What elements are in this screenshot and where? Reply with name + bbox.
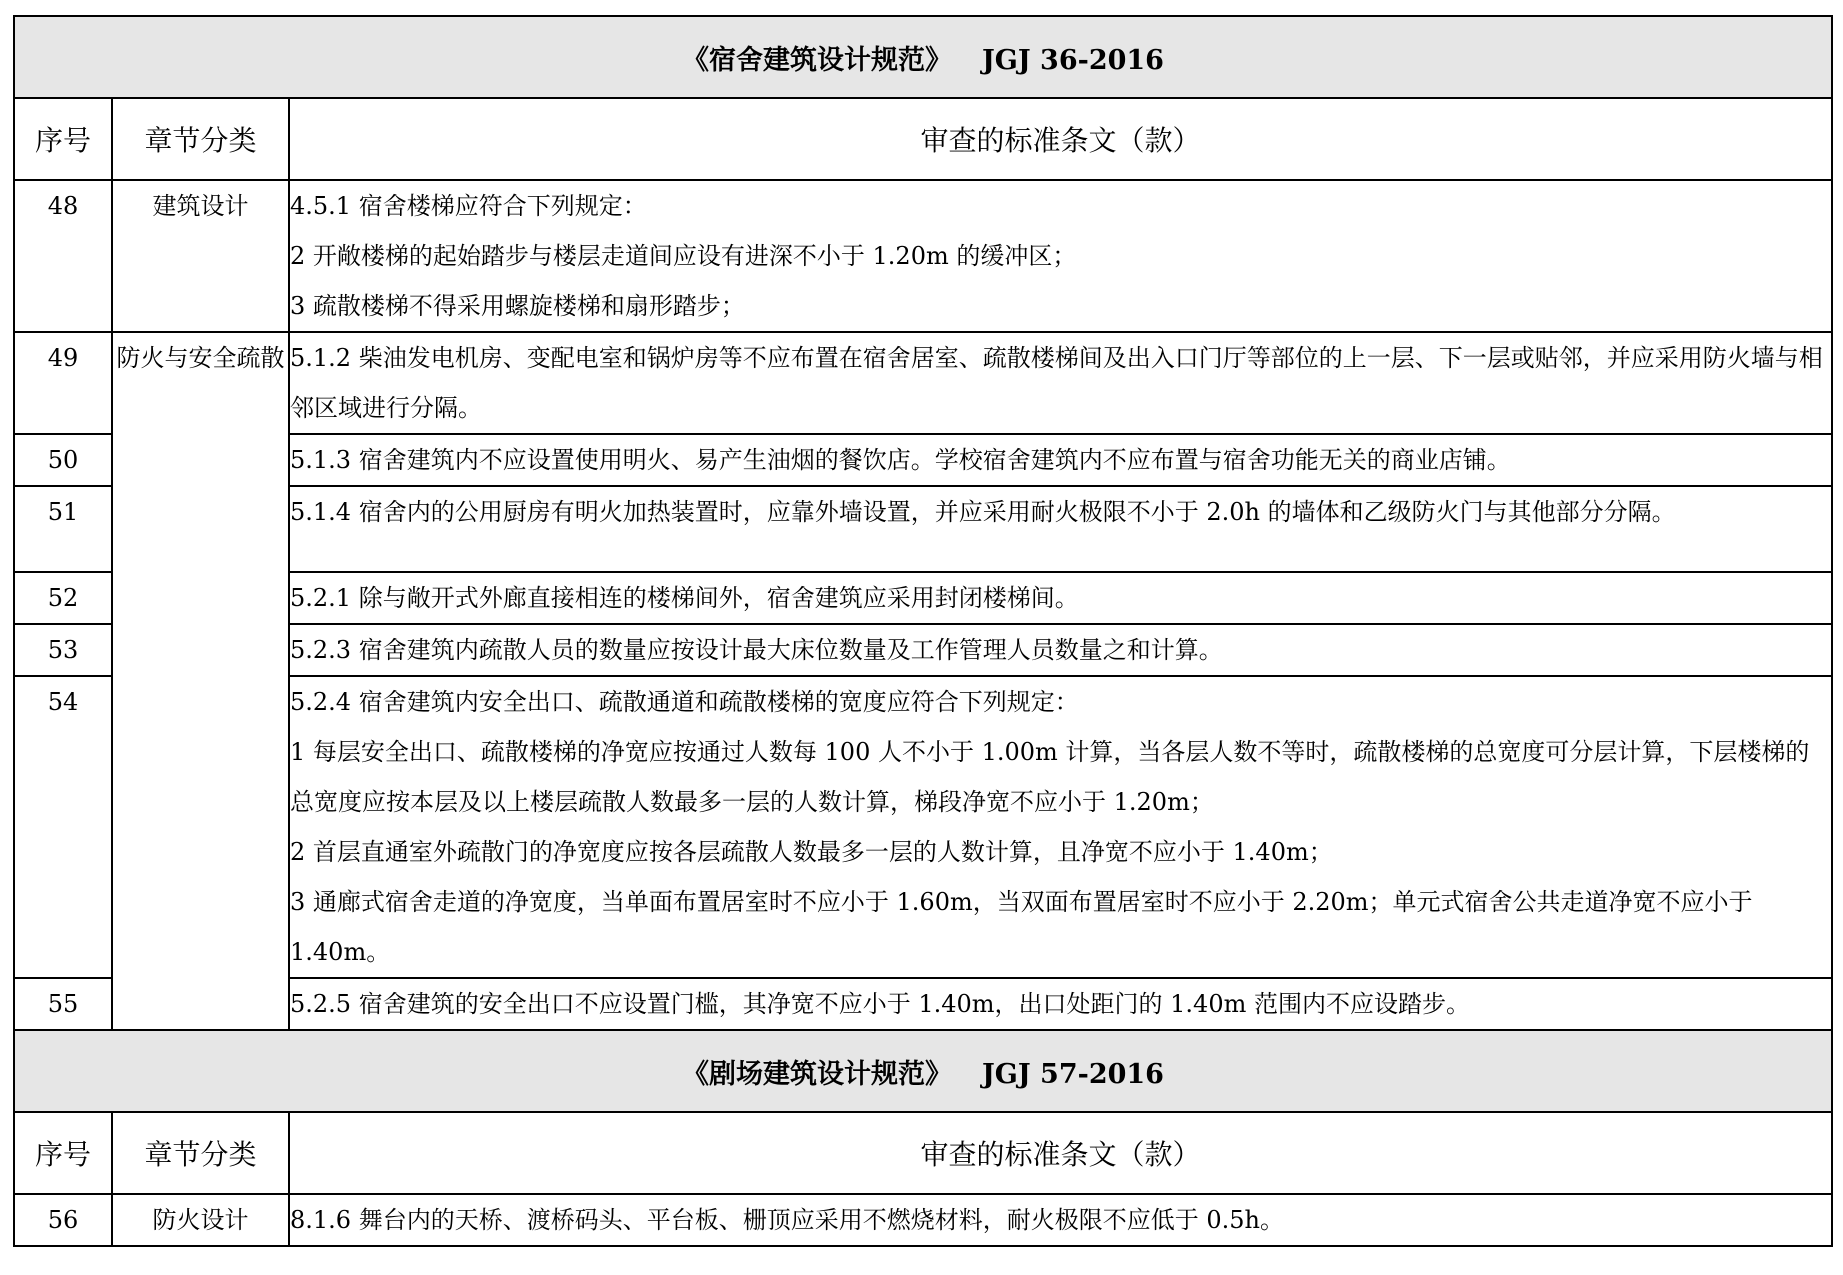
- row-text: [289, 486, 1832, 572]
- row-number: 54: [14, 676, 112, 978]
- row-category: 建筑设计: [112, 180, 289, 332]
- clause-line: 5.2.3 宿舍建筑内疏散人员的数量应按设计最大床位数量及工作管理人员数量之和计算。: [290, 636, 1223, 664]
- clause-line: 5.2.1 除与敞开式外廊直接相连的楼梯间外，宿舍建筑应采用封闭楼梯间。: [290, 584, 1079, 612]
- row-number: 48: [14, 180, 112, 332]
- clause-line: 3 通廊式宿舍走道的净宽度，当单面布置居室时不应小于 1.60m，当双面布置居室时不应小于 2.20m；单元式宿舍公共走道净宽不应小于 1.40m。: [290, 888, 1753, 966]
- section-title-book: 《剧场建筑设计规范》: [682, 1058, 953, 1090]
- row-number: 56: [14, 1194, 112, 1246]
- row-category: 防火与安全疏散: [112, 332, 289, 1030]
- clause-line: 5.1.3 宿舍建筑内不应设置使用明火、易产生油烟的餐饮店。学校宿舍建筑内不应布置与宿舍功能无关的商业店铺。: [290, 446, 1511, 474]
- row-text: [289, 978, 1832, 1030]
- section-title: [14, 1030, 1832, 1112]
- clause-line: 8.1.6 舞台内的天桥、渡桥码头、平台板、栅顶应采用不燃烧材料，耐火极限不应低于 0.5h。: [290, 1206, 1284, 1234]
- row-text: [289, 676, 1832, 978]
- header-text: 审查的标准条文（款）: [289, 1112, 1832, 1194]
- section-title-book: 《宿舍建筑设计规范》: [682, 44, 953, 76]
- section-title-code: JGJ 36-2016: [982, 44, 1164, 76]
- header-no: 序号: [14, 98, 112, 180]
- section-title-code: JGJ 57-2016: [982, 1058, 1164, 1090]
- header-category: 章节分类: [112, 98, 289, 180]
- section-title-row: [14, 16, 1832, 98]
- header-text: 审查的标准条文（款）: [289, 98, 1832, 180]
- table-row: [14, 180, 1832, 332]
- clause-line: 5.2.4 宿舍建筑内安全出口、疏散通道和疏散楼梯的宽度应符合下列规定：: [290, 688, 1079, 716]
- header-row: [14, 1112, 1832, 1194]
- clause-line: 4.5.1 宿舍楼梯应符合下列规定：: [290, 192, 647, 220]
- header-no: 序号: [14, 1112, 112, 1194]
- row-text: [289, 1194, 1832, 1246]
- clause-line: 3 疏散楼梯不得采用螺旋楼梯和扇形踏步；: [290, 292, 745, 320]
- clause-line: 2 首层直通室外疏散门的净宽度应按各层疏散人数最多一层的人数计算，且净宽不应小于 1.40m；: [290, 838, 1333, 866]
- section-title: [14, 16, 1832, 98]
- clause-line: 5.1.2 柴油发电机房、变配电室和锅炉房等不应布置在宿舍居室、疏散楼梯间及出入口门厅等部位的上一层、下一层或贴邻，并应采用防火墙与相邻区域进行分隔。: [290, 344, 1823, 422]
- row-number: 51: [14, 486, 112, 572]
- clause-line: 5.1.4 宿舍内的公用厨房有明火加热装置时，应靠外墙设置，并应采用耐火极限不小于 2.0h 的墙体和乙级防火门与其他部分分隔。: [290, 498, 1676, 526]
- row-number: 49: [14, 332, 112, 434]
- row-text: [289, 624, 1832, 676]
- row-number: 55: [14, 978, 112, 1030]
- section-title-row: [14, 1030, 1832, 1112]
- clause-line: 2 开敞楼梯的起始踏步与楼层走道间应设有进深不小于 1.20m 的缓冲区；: [290, 242, 1077, 270]
- standards-table: [13, 15, 1833, 1247]
- row-text: [289, 332, 1832, 434]
- header-category: 章节分类: [112, 1112, 289, 1194]
- row-number: 50: [14, 434, 112, 486]
- row-number: 52: [14, 572, 112, 624]
- table-row: [14, 1194, 1832, 1246]
- row-category: 防火设计: [112, 1194, 289, 1246]
- clause-line: 5.2.5 宿舍建筑的安全出口不应设置门槛，其净宽不应小于 1.40m，出口处距门的 1.40m 范围内不应设踏步。: [290, 990, 1470, 1018]
- table-row: [14, 332, 1832, 434]
- clause-line: 1 每层安全出口、疏散楼梯的净宽应按通过人数每 100 人不小于 1.00m 计算，当各层人数不等时，疏散楼梯的总宽度可分层计算，下层楼梯的总宽度应按本层及以上楼层疏散人数最多一层的人数计算，梯段净宽不应小于 1.20m；: [290, 738, 1810, 816]
- row-text: [289, 434, 1832, 486]
- header-row: [14, 98, 1832, 180]
- row-text: [289, 180, 1832, 332]
- row-text: [289, 572, 1832, 624]
- row-number: 53: [14, 624, 112, 676]
